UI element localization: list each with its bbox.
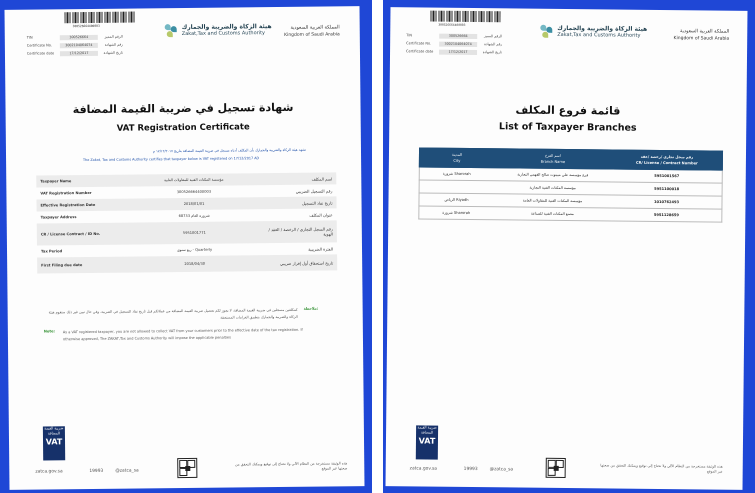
row-label-en: First Filing due date <box>41 263 83 268</box>
meta-row-certificate-date <box>406 47 502 56</box>
row-label-ar: تاريخ استحقاق أول إقرار ضريبي <box>280 259 334 266</box>
header-city <box>420 151 494 164</box>
certificate-title-en: VAT Registration Certificate <box>116 122 250 134</box>
table-row <box>418 206 722 222</box>
row-label-en: Taxpayer Address <box>40 215 77 220</box>
row-label-ar: رقم السجل التجاري / الرخصة / العقد / الهوية <box>268 226 333 237</box>
certificate-frame <box>0 0 372 493</box>
zatca-leaf-icon <box>163 22 179 40</box>
header-name-ar: اسم الفرع <box>545 153 561 158</box>
meta-value: 300526664 <box>439 33 477 38</box>
barcode-number: 300526664400003 <box>72 23 100 29</box>
vat-logo <box>43 426 65 460</box>
row-branch-name: مؤسسة المكتات الفنية للمقاولات العامة <box>522 198 583 203</box>
zatca-leaf-icon <box>538 23 554 41</box>
note-label-ar: ملاحظة: <box>303 306 319 311</box>
row-label-ar: عنوان المكلف <box>309 211 333 218</box>
footer-note-ar: هذه الوثيقة مستخرجة من النظام الآلي ولا تحتاج إلى توقيع ويمكنك التحقق من صحتها عبر الموقع <box>235 461 348 471</box>
kingdom-name-ar: المملكة العربية السعودية <box>680 29 730 35</box>
meta-label-ar: رقم الشهادة <box>484 42 503 47</box>
branches-frame <box>383 0 755 493</box>
row-value: 300526664400003 <box>176 189 212 195</box>
zatca-logo <box>163 21 272 40</box>
footer-site[interactable]: zatca.gov.sa <box>409 466 438 472</box>
header-branch-name <box>494 152 612 165</box>
branches-title-en: List of Taxpayer Branches <box>498 121 637 134</box>
meta-label-ar: تاريخ الشهادة <box>482 50 503 55</box>
branches-page <box>386 7 748 490</box>
header-cr-number <box>612 153 722 166</box>
table-row <box>37 254 337 273</box>
authority-name-en: Zakat,Tax and Customs Authority <box>181 30 266 38</box>
footer-site[interactable]: zatca.gov.sa <box>35 469 63 475</box>
meta-value: 3002104064074 <box>60 42 98 47</box>
row-label-ar: تاريخ نفاذ التسجيل <box>301 199 333 206</box>
barcode <box>430 11 500 23</box>
row-city: الرياض Riyadh <box>444 197 469 202</box>
note-en: As a VAT registered taxpayer, you are not allowed to collect VAT from your customers prior to the effective date of the tax registration. If otherwise approved, The ZAKAT,Tax and Customs Authority will impose the applicable penalties <box>62 327 303 342</box>
note-label-en: Note: <box>43 329 55 334</box>
row-city <box>420 186 494 187</box>
footer-phone: 19993 <box>89 468 104 475</box>
kingdom-name-ar: المملكة العربية السعودية <box>290 25 340 31</box>
meta-label: Certificate No. <box>406 41 432 46</box>
branches-meta <box>406 31 502 56</box>
meta-label: Certificate No. <box>26 43 53 48</box>
authority-name-ar: هيئة الزكاة والضريبة والجمارك <box>181 23 272 32</box>
row-branch-name: مؤسسة المكتات الفنية التجارية <box>529 185 576 190</box>
branches-title-ar: قائمة فروع المكلف <box>515 103 621 118</box>
kingdom-name <box>674 28 730 43</box>
meta-value: 300526664 <box>60 34 98 39</box>
meta-label-ar: الرقم المميز <box>104 34 123 39</box>
row-label-en: Effective Registration Date <box>40 202 96 208</box>
footer-social[interactable]: @zatca_sa <box>489 467 514 473</box>
header-name-en: Branch Name <box>540 159 566 164</box>
branches-table <box>418 147 723 222</box>
meta-label-ar: الرقم المميز <box>484 34 503 39</box>
row-label-en: Taxpayer Name <box>40 179 72 184</box>
footer-phone: 19993 <box>463 466 478 473</box>
meta-row-certificate-date <box>27 49 123 58</box>
authority-name-ar: هيئة الزكاة والضريبة والجمارك <box>557 24 648 33</box>
vat-logo-ar: ضريبة القيمة المضافة <box>417 425 437 435</box>
row-cr-number: 5951001567 <box>654 173 680 178</box>
certificate-title-ar: شهادة تسجيل في ضريبة القيمة المضافة <box>72 100 294 117</box>
meta-label: TIN <box>26 35 33 40</box>
row-cr-number: 5951128659 <box>653 212 679 217</box>
vat-logo-en: VAT <box>45 437 63 447</box>
certificate-meta <box>27 33 123 58</box>
row-label-ar: الفترة الضريبية <box>308 245 334 252</box>
barcode <box>65 12 135 24</box>
row-branch-name: فرع مؤسسة علي مبيتوت صالح الفهمي التجارية <box>517 171 589 177</box>
note-ar: كمكلفين مسجلين في ضريبة القيمة المضافة، لا يجوز لكم تحصيل ضريبة القيمة المضافة من عملائكم قبل تاريخ نفاذ التسجيل في الضريبة. وفي حال تبين غير ذلك ستقوم هيئة الزكاة والضريبة والجمارك بتطبيق الغرامات المستحقة <box>48 307 298 320</box>
row-value: 2018/04/30 <box>184 261 206 267</box>
registration-details-table <box>36 172 337 273</box>
header-city-ar: المدينة <box>451 152 463 157</box>
row-value: مؤسسة المكتات الفنية للمقاولات العامة <box>164 177 224 183</box>
row-cr-number: 5951100018 <box>654 186 680 191</box>
row-city: شرورة Sharorah <box>442 210 471 215</box>
row-value: 5951001771 <box>182 230 206 236</box>
table-row <box>37 220 337 245</box>
certificate-intro-ar: تشهد هيئة الزكاة والضريبة والجمارك بأن المكلف أدناه مسجل في ضريبة القيمة المضافة بتاريخ ١٧/١٢/٢٠١٧ م <box>152 147 306 154</box>
row-cr-number: 1010762493 <box>653 199 680 204</box>
authority-name-en: Zakat,Tax and Customs Authority <box>557 31 641 39</box>
row-label-ar: رقم التسجيل الضريبي <box>295 187 333 194</box>
row-label-en: Tax Period <box>41 249 63 254</box>
row-value: ربع سنوي - Quarterly <box>176 247 213 253</box>
header-cr-en: CR/ License / Contract Number <box>635 160 698 166</box>
meta-value: 3002104064074 <box>439 41 477 46</box>
row-branch-name: مصنع المكتات الفنية للصناعة <box>530 211 574 216</box>
header-city-en: City <box>453 158 461 163</box>
barcode-number: 300526664400003 <box>438 22 466 27</box>
vat-logo-ar: ضريبة القيمة المضافة <box>44 426 64 436</box>
footer-social[interactable]: @zatca_sa <box>115 468 139 474</box>
qr-code <box>177 458 197 478</box>
footer-note-ar: هذه الوثيقة مستخرجة من النظام الآلي ولا تحتاج إلى توقيع ويمكنك التحقق من صحتها عبر الموقع <box>600 463 723 474</box>
meta-label-ar: تاريخ الشهادة <box>103 50 123 55</box>
header-cr-ar: رقم سجل تجاري /رخصة /عقد <box>640 154 694 160</box>
row-label-ar: اسم المكلف <box>311 175 333 182</box>
meta-label: Certificate date <box>406 49 434 54</box>
zatca-logo <box>538 23 647 42</box>
meta-label: TIN <box>406 33 413 38</box>
row-value: شرورة العام 68733 <box>178 213 210 219</box>
kingdom-name-en: Kingdom of Saudi Arabia <box>673 36 730 42</box>
meta-label: Certificate date <box>26 51 55 56</box>
meta-value: 17/12/2017 <box>439 49 477 54</box>
kingdom-name <box>284 24 340 39</box>
kingdom-name-en: Kingdom of Saudi Arabia <box>284 32 340 38</box>
certificate-intro-en: The Zakat, Tax and Customs Authority certifies that taxpayer below is VAT registered on 17/12/2017 AD <box>82 156 260 163</box>
row-label-en: VAT Registration Number <box>40 190 92 196</box>
meta-label-ar: رقم الشهادة <box>104 42 123 47</box>
row-city: شرورة Sharorah <box>442 171 471 176</box>
certificate-page <box>4 6 364 490</box>
vat-logo-en: VAT <box>418 436 436 446</box>
qr-code <box>546 458 566 478</box>
meta-value: 17/12/2017 <box>60 50 98 55</box>
vat-logo <box>416 425 438 459</box>
row-label-en: CR / License Contract / ID No. <box>40 231 101 237</box>
row-value: 2018/01/01 <box>183 201 205 207</box>
